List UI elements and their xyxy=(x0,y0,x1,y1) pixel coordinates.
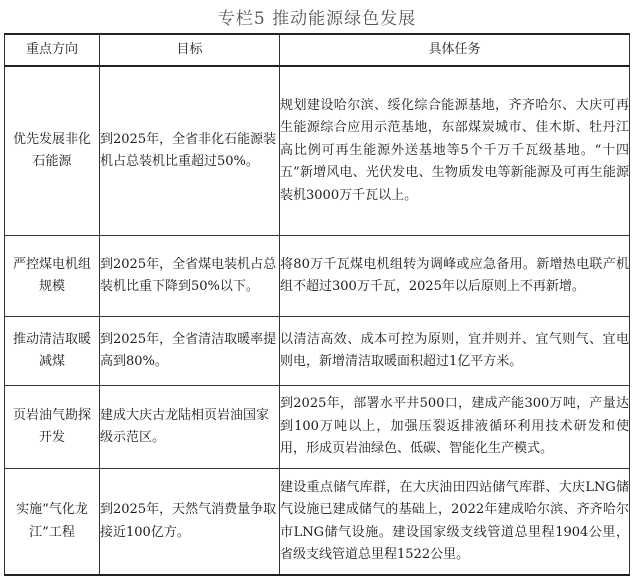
table-header-row xyxy=(5,34,630,66)
table-row xyxy=(5,317,630,386)
cell-task: 规划建设哈尔滨、绥化综合能源基地，齐齐哈尔、大庆可再生能源综合应用示范基地，东部煤炭城市、佳木斯、牡丹江高比例可再生能源外送基地等5个千万千瓦级基地。“十四五”新增风电、光伏发电、生物质发电等新能源及可再生能源装机3000万千瓦以上。 xyxy=(280,66,630,236)
cell-goal: 到2025年，天然气消费量争取接近100亿方。 xyxy=(100,469,280,576)
column-title: 专栏5 推动能源绿色发展 xyxy=(217,9,417,29)
direction-text: 页岩油气勘探开发 xyxy=(12,407,91,445)
cell-goal: 到2025年，全省煤电装机占总装机比重下降到50%以下。 xyxy=(100,236,280,317)
table-row xyxy=(5,386,630,469)
cell-direction xyxy=(5,236,100,317)
cell-task: 以清洁高效、成本可控为原则，宜并则并、宜气则气、宜电则电，新增清洁取暖面积超过1亿平方米。 xyxy=(280,317,630,386)
cell-goal: 到2025年，全省非化石能源装机占总装机比重超过50%。 xyxy=(100,66,280,236)
direction-text: 实施“气化龙江”工程 xyxy=(16,502,88,540)
table-row xyxy=(5,236,630,317)
table-row xyxy=(5,66,630,236)
direction-text: 优先发展非化石能源 xyxy=(12,131,91,169)
cell-direction xyxy=(5,386,100,469)
cell-goal: 建成大庆古龙陆相页岩油国家级示范区。 xyxy=(100,386,280,469)
cell-direction xyxy=(5,317,100,386)
cell-task: 建设重点储气库群，在大庆油田四站储气库群、大庆LNG储气设施已建成储气的基础上，2022年建成哈尔滨、齐齐哈尔市LNG储气设施。建设国家级支线管道总里程1904公里，省级支线管道总里程1522公里。 xyxy=(280,469,630,576)
table-row xyxy=(5,469,630,576)
cell-direction xyxy=(5,66,100,236)
energy-table xyxy=(4,33,630,576)
direction-text: 严控煤电机组规模 xyxy=(12,256,91,294)
header-task: 具体任务 xyxy=(280,34,630,66)
header-goal: 目标 xyxy=(100,34,280,66)
direction-text: 推动清洁取暖减煤 xyxy=(12,331,91,369)
cell-goal: 到2025年，全省清洁取暖率提高到80%。 xyxy=(100,317,280,386)
cell-task: 将80万千瓦煤电机组转为调峰或应急备用。新增热电联产机组不超过300万千瓦，2025年以后原则上不再新增。 xyxy=(280,236,630,317)
header-direction: 重点方向 xyxy=(5,34,100,66)
cell-direction xyxy=(5,469,100,576)
cell-task: 到2025年，部署水平井500口，建成产能300万吨，产量达到100万吨以上，加强压裂返排液循环利用技术研发和使用，形成页岩油绿色、低碳、智能化生产模式。 xyxy=(280,386,630,469)
